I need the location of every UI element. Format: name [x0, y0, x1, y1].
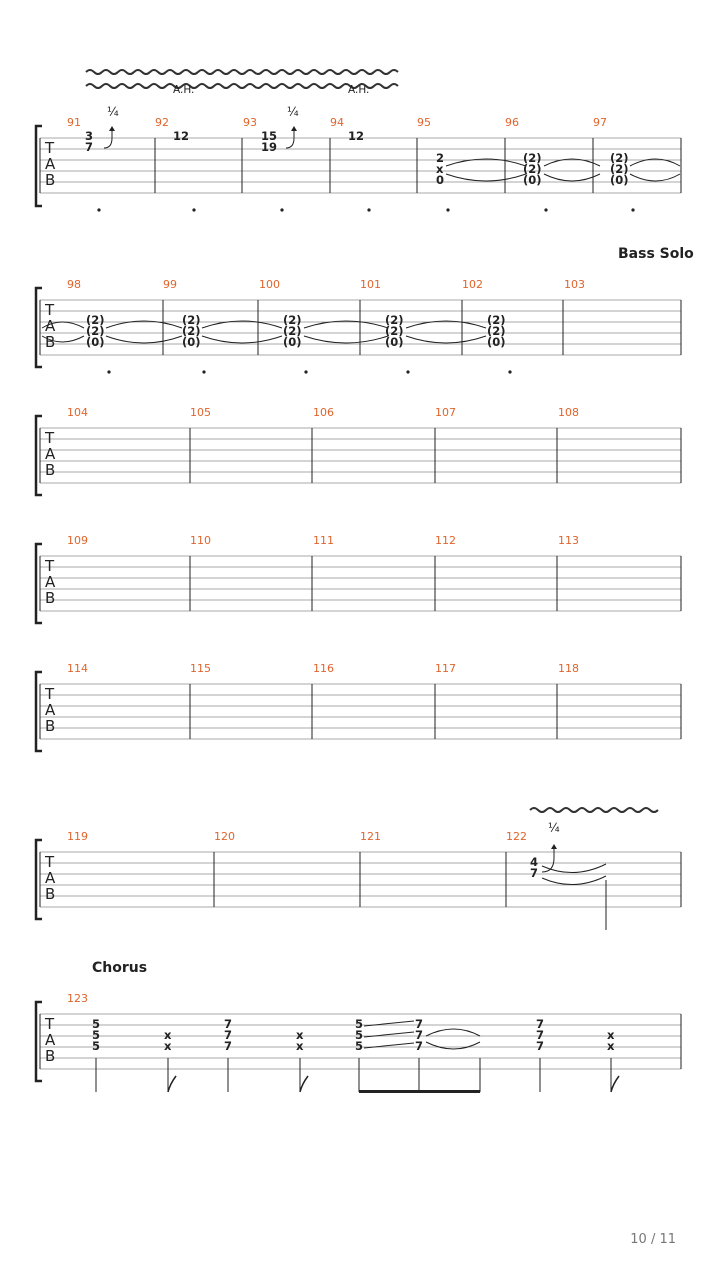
bar-number: 122 — [506, 830, 527, 843]
fret-number: (2) — [385, 324, 404, 338]
tab-letter-b: B — [45, 1047, 56, 1065]
fret-number: (2) — [523, 162, 542, 176]
tab-letter-a: A — [45, 445, 56, 463]
bar-number: 98 — [67, 278, 81, 291]
bar-number: 102 — [462, 278, 483, 291]
tab-letter-a: A — [45, 869, 56, 887]
fret-number: 5 — [355, 1039, 364, 1053]
bar-number: 92 — [155, 116, 169, 129]
note-beam — [359, 1090, 480, 1093]
fret-number: 5 — [92, 1039, 101, 1053]
fret-number: 5 — [355, 1017, 364, 1031]
fret-number: x — [164, 1039, 172, 1053]
note-stems — [96, 1058, 611, 1092]
bar-number: 113 — [558, 534, 579, 547]
tab-letter-t: T — [45, 429, 55, 447]
fret-number: 19 — [261, 140, 278, 154]
bar-number: 117 — [435, 662, 456, 675]
bar-number: 118 — [558, 662, 579, 675]
bar-number: 109 — [67, 534, 88, 547]
bar-number: 111 — [313, 534, 334, 547]
bar-number: 105 — [190, 406, 211, 419]
fret-number: (2) — [523, 151, 542, 165]
fret-number: (2) — [610, 151, 629, 165]
tab-letter-a: A — [45, 701, 56, 719]
bar-number: 121 — [360, 830, 381, 843]
fret-number: 7 — [224, 1039, 233, 1053]
fret-number: 7 — [536, 1017, 545, 1031]
bar-number: 108 — [558, 406, 579, 419]
fret-number: x — [607, 1039, 615, 1053]
fret-number: (2) — [283, 324, 302, 338]
bar-number: 96 — [505, 116, 519, 129]
fret-number: x — [436, 162, 444, 176]
fret-number: (0) — [610, 173, 629, 187]
tab-letter-t: T — [45, 685, 55, 703]
fret-number: 5 — [355, 1028, 364, 1042]
bar-number: 93 — [243, 116, 257, 129]
tab-letter-b: B — [45, 333, 56, 351]
bar-number: 104 — [67, 406, 88, 419]
bar-number: 95 — [417, 116, 431, 129]
fret-number: 7 — [415, 1017, 424, 1031]
fret-number: x — [607, 1028, 615, 1042]
bar-number: 119 — [67, 830, 88, 843]
tab-letter-a: A — [45, 317, 56, 335]
fret-number: 12 — [348, 129, 365, 143]
fret-number: x — [164, 1028, 172, 1042]
fret-number: 0 — [436, 173, 445, 187]
harmonic-label: A.H. — [348, 84, 370, 96]
fret-number: (2) — [182, 324, 201, 338]
fret-number: (2) — [283, 313, 302, 327]
fret-number: (0) — [487, 335, 506, 349]
bar-number: 107 — [435, 406, 456, 419]
note-flags — [168, 1076, 619, 1092]
fret-number: (0) — [523, 173, 542, 187]
fret-number: 2 — [436, 151, 445, 165]
bar-number: 101 — [360, 278, 381, 291]
bend-amount: ¼ — [287, 105, 299, 119]
bar-number: 115 — [190, 662, 211, 675]
fret-number: 15 — [261, 129, 278, 143]
tie — [426, 1042, 480, 1049]
fret-number: x — [296, 1028, 304, 1042]
bend-amount: ¼ — [107, 105, 119, 119]
bend-amount: ¼ — [548, 821, 560, 835]
tab-letter-b: B — [45, 589, 56, 607]
fret-number: 3 — [85, 129, 94, 143]
fret-number: 7 — [536, 1039, 545, 1053]
fret-number: 7 — [415, 1039, 424, 1053]
bar-number: 106 — [313, 406, 334, 419]
bar-number: 97 — [593, 116, 607, 129]
fret-number: 12 — [173, 129, 190, 143]
bar-number: 110 — [190, 534, 211, 547]
section-label-bass-solo: Bass Solo — [618, 246, 694, 262]
tab-letter-t: T — [45, 139, 55, 157]
bar-number: 100 — [259, 278, 280, 291]
fret-number: 7 — [415, 1028, 424, 1042]
fret-number: 7 — [85, 140, 94, 154]
bar-number: 114 — [67, 662, 88, 675]
fret-number: (2) — [385, 313, 404, 327]
tab-letter-t: T — [45, 853, 55, 871]
fret-number: (2) — [86, 313, 105, 327]
tab-letter-a: A — [45, 155, 56, 173]
tab-letter-t: T — [45, 301, 55, 319]
tab-letter-t: T — [45, 1015, 55, 1033]
fret-number: 7 — [224, 1017, 233, 1031]
fret-number: (0) — [86, 335, 105, 349]
fret-number: (2) — [182, 313, 201, 327]
tab-letter-a: A — [45, 1031, 56, 1049]
harmonic-label: A.H. — [173, 84, 195, 96]
fret-number: 5 — [92, 1028, 101, 1042]
fret-number: 7 — [536, 1028, 545, 1042]
fret-number: x — [296, 1039, 304, 1053]
section-label-chorus: Chorus — [92, 960, 148, 976]
tab-letter-b: B — [45, 717, 56, 735]
fret-number: 4 — [530, 855, 539, 869]
tab-letter-b: B — [45, 171, 56, 189]
tab-letter-t: T — [45, 557, 55, 575]
tab-letter-a: A — [45, 573, 56, 591]
fret-number: 7 — [224, 1028, 233, 1042]
fret-number: 7 — [530, 866, 539, 880]
bar-number: 91 — [67, 116, 81, 129]
bar-number: 123 — [67, 992, 88, 1005]
fret-number: (0) — [283, 335, 302, 349]
fret-number: (0) — [182, 335, 201, 349]
fret-number: 5 — [92, 1017, 101, 1031]
tie — [426, 1029, 480, 1036]
bar-number: 112 — [435, 534, 456, 547]
bar-number: 94 — [330, 116, 344, 129]
page-number: 10 / 11 — [630, 1232, 676, 1247]
tab-letter-b: B — [45, 461, 56, 479]
tab-letter-b: B — [45, 885, 56, 903]
bar-number: 103 — [564, 278, 585, 291]
fret-number: (0) — [385, 335, 404, 349]
fret-number: (2) — [487, 324, 506, 338]
bar-number: 99 — [163, 278, 177, 291]
fret-number: (2) — [487, 313, 506, 327]
bar-number: 120 — [214, 830, 235, 843]
fret-number: (2) — [86, 324, 105, 338]
fret-number: (2) — [610, 162, 629, 176]
bar-number: 116 — [313, 662, 334, 675]
